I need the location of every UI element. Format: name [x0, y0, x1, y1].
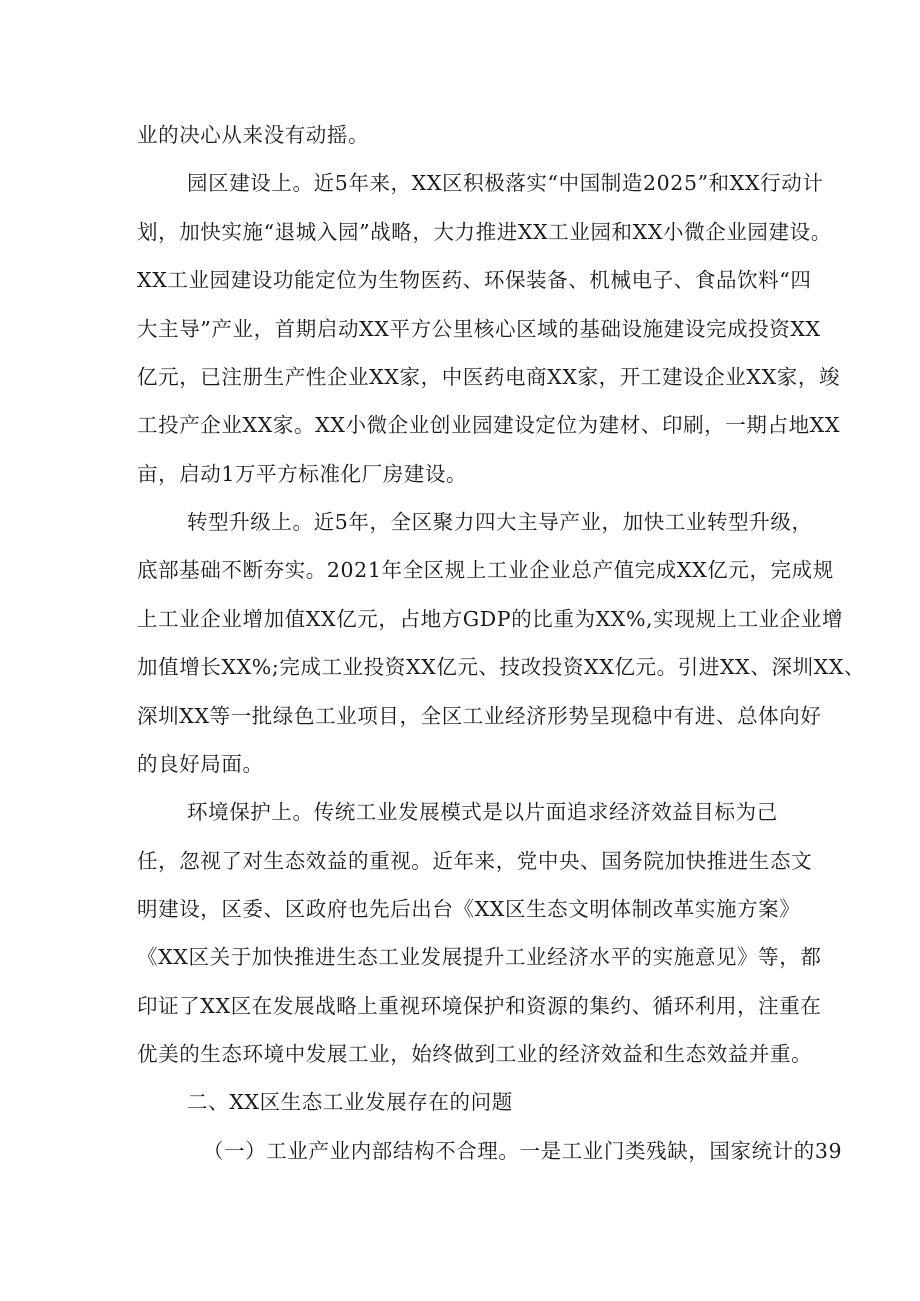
text-line: 深圳XX等一批绿色工业项目，全区工业经济形势呈现稳中有进、总体向好: [137, 704, 822, 728]
text-line: 任，忽视了对生态效益的重视。近年来，党中央、国务院加快推进生态文: [137, 849, 813, 873]
text-line: 优美的生态环境中发展工业，始终做到工业的经济效益和生态效益并重。: [137, 1042, 813, 1066]
paragraph-heading-line: 转型升级上。近5年，全区聚力四大主导产业，加快工业转型升级，: [187, 510, 813, 534]
paragraph-heading-line: 园区建设上。近5年来，XX区积极落实“中国制造2025”和XX行动计: [187, 171, 824, 195]
text-line: 工投产企业XX家。XX小微企业创业园建设定位为建材、印刷，一期占地XX: [137, 413, 841, 437]
paragraph-heading-line: 环境保护上。传统工业发展模式是以片面追求经济效益目标为己: [187, 800, 778, 824]
text-line: 大主导”产业，首期启动XX平方公里核心区域的基础设施建设完成投资XX: [137, 317, 821, 341]
section-heading: 二、XX区生态工业发展存在的问题: [187, 1090, 513, 1114]
text-line: 上工业企业增加值XX亿元，占地方GDP的比重为XX%,实现规上工业企业增: [137, 607, 844, 631]
text-line: 印证了XX区在发展战略上重视环境保护和资源的集约、循环利用，注重在: [137, 994, 822, 1018]
text-line: 划，加快实施“退城入园”战略，大力推进XX工业园和XX小微企业园建设。: [137, 220, 832, 244]
text-line: 亿元，已注册生产性企业XX家，中医药电商XX家，开工建设企业XX家，竣: [137, 365, 841, 389]
text-line: XX工业园建设功能定位为生物医药、环保装备、机械电子、食品饮料“四: [137, 268, 812, 292]
text-line: 亩，启动1万平方标准化厂房建设。: [137, 462, 468, 486]
subsection-heading-line: （一）工业产业内部结构不合理。一是工业门类残缺，国家统计的39: [203, 1139, 843, 1163]
text-line: 的良好局面。: [137, 752, 264, 776]
text-line: 加值增长XX%;完成工业投资XX亿元、技改投资XX亿元。引进XX、深圳XX、: [137, 655, 866, 679]
text-line: 业的决心从来没有动摇。: [137, 123, 370, 147]
text-line: 明建设，区委、区政府也先后出台《XX区生态文明体制改革实施方案》: [137, 897, 801, 921]
text-line: 底部基础不断夯实。2021年全区规上工业企业总产值完成XX亿元，完成规: [137, 558, 834, 582]
text-line: 《XX区关于加快推进生态工业发展提升工业经济水平的实施意见》等，都: [137, 945, 822, 969]
